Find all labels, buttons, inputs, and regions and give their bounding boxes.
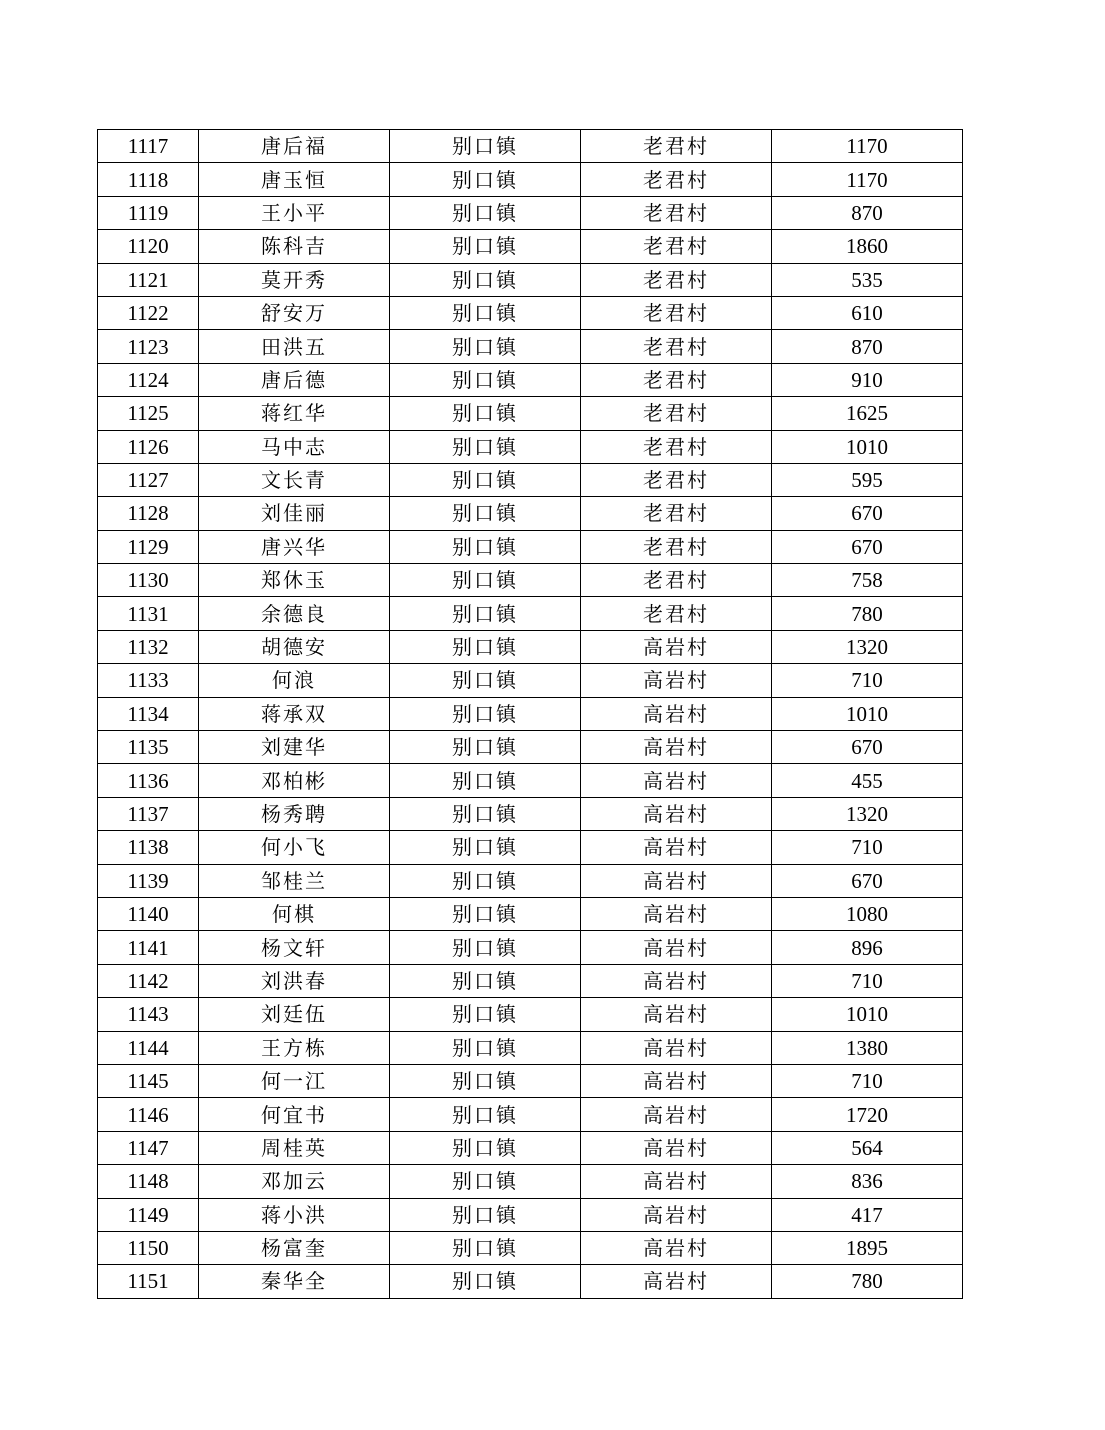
cell-amount: 1170 <box>772 130 963 163</box>
cell-id: 1118 <box>98 163 199 196</box>
cell-town: 别口镇 <box>390 463 581 496</box>
table-row <box>98 1131 963 1164</box>
cell-town: 别口镇 <box>390 230 581 263</box>
cell-village: 高岩村 <box>581 1031 772 1064</box>
cell-amount: 870 <box>772 196 963 229</box>
cell-town: 别口镇 <box>390 831 581 864</box>
cell-name: 蒋承双 <box>199 697 390 730</box>
cell-village: 老君村 <box>581 497 772 530</box>
table-row <box>98 964 963 997</box>
cell-village: 老君村 <box>581 463 772 496</box>
cell-amount: 1080 <box>772 897 963 930</box>
cell-town: 别口镇 <box>390 263 581 296</box>
cell-town: 别口镇 <box>390 797 581 830</box>
cell-village: 老君村 <box>581 296 772 329</box>
cell-town: 别口镇 <box>390 497 581 530</box>
cell-id: 1139 <box>98 864 199 897</box>
cell-name: 杨秀聘 <box>199 797 390 830</box>
cell-amount: 564 <box>772 1131 963 1164</box>
cell-amount: 780 <box>772 597 963 630</box>
cell-town: 别口镇 <box>390 130 581 163</box>
cell-amount: 1380 <box>772 1031 963 1064</box>
cell-id: 1148 <box>98 1165 199 1198</box>
table-row <box>98 1031 963 1064</box>
table-row <box>98 831 963 864</box>
cell-amount: 595 <box>772 463 963 496</box>
table-row <box>98 1064 963 1097</box>
cell-name: 邓柏彬 <box>199 764 390 797</box>
cell-id: 1143 <box>98 998 199 1031</box>
cell-amount: 1320 <box>772 630 963 663</box>
table-row <box>98 130 963 163</box>
cell-town: 别口镇 <box>390 1131 581 1164</box>
cell-amount: 1170 <box>772 163 963 196</box>
cell-town: 别口镇 <box>390 1265 581 1298</box>
cell-name: 刘佳丽 <box>199 497 390 530</box>
cell-village: 老君村 <box>581 397 772 430</box>
cell-town: 别口镇 <box>390 1031 581 1064</box>
cell-village: 高岩村 <box>581 1231 772 1264</box>
cell-name: 何一江 <box>199 1064 390 1097</box>
cell-village: 高岩村 <box>581 897 772 930</box>
cell-id: 1138 <box>98 831 199 864</box>
cell-town: 别口镇 <box>390 731 581 764</box>
cell-id: 1125 <box>98 397 199 430</box>
cell-id: 1147 <box>98 1131 199 1164</box>
cell-id: 1127 <box>98 463 199 496</box>
cell-village: 老君村 <box>581 530 772 563</box>
cell-village: 高岩村 <box>581 731 772 764</box>
cell-id: 1117 <box>98 130 199 163</box>
cell-name: 杨文轩 <box>199 931 390 964</box>
cell-village: 高岩村 <box>581 697 772 730</box>
table-row <box>98 864 963 897</box>
table-row <box>98 1165 963 1198</box>
cell-town: 别口镇 <box>390 196 581 229</box>
cell-id: 1122 <box>98 296 199 329</box>
cell-amount: 896 <box>772 931 963 964</box>
table-row <box>98 196 963 229</box>
cell-town: 别口镇 <box>390 1064 581 1097</box>
cell-village: 高岩村 <box>581 764 772 797</box>
cell-village: 高岩村 <box>581 1198 772 1231</box>
cell-village: 老君村 <box>581 330 772 363</box>
cell-village: 老君村 <box>581 597 772 630</box>
cell-id: 1142 <box>98 964 199 997</box>
cell-amount: 455 <box>772 764 963 797</box>
cell-name: 何宜书 <box>199 1098 390 1131</box>
cell-amount: 1860 <box>772 230 963 263</box>
cell-village: 高岩村 <box>581 664 772 697</box>
cell-village: 高岩村 <box>581 797 772 830</box>
cell-village: 高岩村 <box>581 864 772 897</box>
cell-name: 何小飞 <box>199 831 390 864</box>
cell-village: 高岩村 <box>581 998 772 1031</box>
cell-amount: 710 <box>772 664 963 697</box>
cell-amount: 1010 <box>772 697 963 730</box>
cell-amount: 670 <box>772 497 963 530</box>
cell-name: 胡德安 <box>199 630 390 663</box>
cell-name: 唐兴华 <box>199 530 390 563</box>
cell-village: 高岩村 <box>581 1165 772 1198</box>
cell-id: 1135 <box>98 731 199 764</box>
table-row <box>98 296 963 329</box>
data-table <box>97 129 963 1299</box>
table-row <box>98 330 963 363</box>
cell-town: 别口镇 <box>390 1198 581 1231</box>
cell-town: 别口镇 <box>390 864 581 897</box>
cell-amount: 670 <box>772 530 963 563</box>
cell-town: 别口镇 <box>390 1231 581 1264</box>
cell-amount: 870 <box>772 330 963 363</box>
cell-town: 别口镇 <box>390 296 581 329</box>
cell-id: 1133 <box>98 664 199 697</box>
cell-id: 1141 <box>98 931 199 964</box>
cell-amount: 610 <box>772 296 963 329</box>
cell-town: 别口镇 <box>390 630 581 663</box>
cell-town: 别口镇 <box>390 998 581 1031</box>
cell-name: 邹桂兰 <box>199 864 390 897</box>
cell-village: 老君村 <box>581 163 772 196</box>
table-row <box>98 1231 963 1264</box>
cell-name: 刘建华 <box>199 731 390 764</box>
cell-village: 高岩村 <box>581 630 772 663</box>
cell-id: 1146 <box>98 1098 199 1131</box>
cell-village: 老君村 <box>581 564 772 597</box>
cell-town: 别口镇 <box>390 363 581 396</box>
table-row <box>98 897 963 930</box>
cell-amount: 710 <box>772 964 963 997</box>
cell-amount: 535 <box>772 263 963 296</box>
cell-town: 别口镇 <box>390 697 581 730</box>
cell-amount: 710 <box>772 1064 963 1097</box>
cell-id: 1132 <box>98 630 199 663</box>
cell-town: 别口镇 <box>390 163 581 196</box>
cell-village: 老君村 <box>581 363 772 396</box>
table-row <box>98 363 963 396</box>
cell-id: 1136 <box>98 764 199 797</box>
cell-name: 何浪 <box>199 664 390 697</box>
cell-village: 高岩村 <box>581 1098 772 1131</box>
cell-village: 高岩村 <box>581 1131 772 1164</box>
cell-village: 老君村 <box>581 196 772 229</box>
cell-amount: 1895 <box>772 1231 963 1264</box>
cell-name: 文长青 <box>199 463 390 496</box>
cell-id: 1129 <box>98 530 199 563</box>
table-row <box>98 697 963 730</box>
cell-name: 王方栋 <box>199 1031 390 1064</box>
cell-name: 邓加云 <box>199 1165 390 1198</box>
cell-id: 1126 <box>98 430 199 463</box>
cell-village: 老君村 <box>581 263 772 296</box>
cell-town: 别口镇 <box>390 430 581 463</box>
cell-name: 刘洪春 <box>199 964 390 997</box>
cell-name: 莫开秀 <box>199 263 390 296</box>
cell-amount: 1010 <box>772 430 963 463</box>
table-row <box>98 597 963 630</box>
table-row <box>98 1098 963 1131</box>
cell-town: 别口镇 <box>390 897 581 930</box>
cell-amount: 710 <box>772 831 963 864</box>
cell-name: 王小平 <box>199 196 390 229</box>
cell-amount: 780 <box>772 1265 963 1298</box>
cell-town: 别口镇 <box>390 1098 581 1131</box>
cell-village: 老君村 <box>581 130 772 163</box>
cell-town: 别口镇 <box>390 597 581 630</box>
cell-amount: 670 <box>772 731 963 764</box>
table-row <box>98 397 963 430</box>
table-row <box>98 731 963 764</box>
cell-name: 刘廷伍 <box>199 998 390 1031</box>
cell-amount: 417 <box>772 1198 963 1231</box>
cell-town: 别口镇 <box>390 964 581 997</box>
cell-id: 1151 <box>98 1265 199 1298</box>
table-row <box>98 931 963 964</box>
table-row <box>98 797 963 830</box>
cell-id: 1131 <box>98 597 199 630</box>
cell-name: 田洪五 <box>199 330 390 363</box>
cell-village: 高岩村 <box>581 964 772 997</box>
cell-town: 别口镇 <box>390 330 581 363</box>
cell-village: 高岩村 <box>581 831 772 864</box>
cell-amount: 1720 <box>772 1098 963 1131</box>
table-row <box>98 497 963 530</box>
cell-amount: 836 <box>772 1165 963 1198</box>
table-row <box>98 1265 963 1298</box>
table-row <box>98 230 963 263</box>
cell-name: 马中志 <box>199 430 390 463</box>
cell-town: 别口镇 <box>390 931 581 964</box>
cell-id: 1123 <box>98 330 199 363</box>
cell-amount: 1625 <box>772 397 963 430</box>
cell-amount: 1320 <box>772 797 963 830</box>
cell-amount: 910 <box>772 363 963 396</box>
table-row <box>98 163 963 196</box>
cell-town: 别口镇 <box>390 764 581 797</box>
cell-id: 1149 <box>98 1198 199 1231</box>
table-row <box>98 564 963 597</box>
cell-name: 郑休玉 <box>199 564 390 597</box>
cell-id: 1120 <box>98 230 199 263</box>
table-row <box>98 263 963 296</box>
cell-id: 1128 <box>98 497 199 530</box>
cell-name: 唐玉恒 <box>199 163 390 196</box>
cell-village: 高岩村 <box>581 1064 772 1097</box>
cell-id: 1134 <box>98 697 199 730</box>
cell-id: 1121 <box>98 263 199 296</box>
cell-id: 1145 <box>98 1064 199 1097</box>
cell-town: 别口镇 <box>390 1165 581 1198</box>
cell-id: 1150 <box>98 1231 199 1264</box>
table-row <box>98 530 963 563</box>
cell-name: 唐后福 <box>199 130 390 163</box>
cell-village: 老君村 <box>581 230 772 263</box>
cell-id: 1124 <box>98 363 199 396</box>
cell-amount: 1010 <box>772 998 963 1031</box>
table-row <box>98 1198 963 1231</box>
cell-town: 别口镇 <box>390 564 581 597</box>
table-row <box>98 463 963 496</box>
table-row <box>98 430 963 463</box>
table-row <box>98 998 963 1031</box>
cell-name: 秦华全 <box>199 1265 390 1298</box>
cell-id: 1144 <box>98 1031 199 1064</box>
cell-name: 陈科吉 <box>199 230 390 263</box>
cell-village: 高岩村 <box>581 1265 772 1298</box>
cell-name: 唐后德 <box>199 363 390 396</box>
cell-name: 周桂英 <box>199 1131 390 1164</box>
cell-id: 1130 <box>98 564 199 597</box>
cell-id: 1140 <box>98 897 199 930</box>
table-row <box>98 764 963 797</box>
cell-town: 别口镇 <box>390 664 581 697</box>
cell-name: 余德良 <box>199 597 390 630</box>
cell-amount: 758 <box>772 564 963 597</box>
cell-name: 杨富奎 <box>199 1231 390 1264</box>
cell-name: 蒋小洪 <box>199 1198 390 1231</box>
cell-name: 何棋 <box>199 897 390 930</box>
cell-name: 舒安万 <box>199 296 390 329</box>
cell-village: 老君村 <box>581 430 772 463</box>
table-row <box>98 664 963 697</box>
cell-village: 高岩村 <box>581 931 772 964</box>
cell-id: 1137 <box>98 797 199 830</box>
table-body <box>98 130 963 1299</box>
cell-id: 1119 <box>98 196 199 229</box>
cell-town: 别口镇 <box>390 530 581 563</box>
cell-town: 别口镇 <box>390 397 581 430</box>
table-row <box>98 630 963 663</box>
cell-name: 蒋红华 <box>199 397 390 430</box>
cell-amount: 670 <box>772 864 963 897</box>
